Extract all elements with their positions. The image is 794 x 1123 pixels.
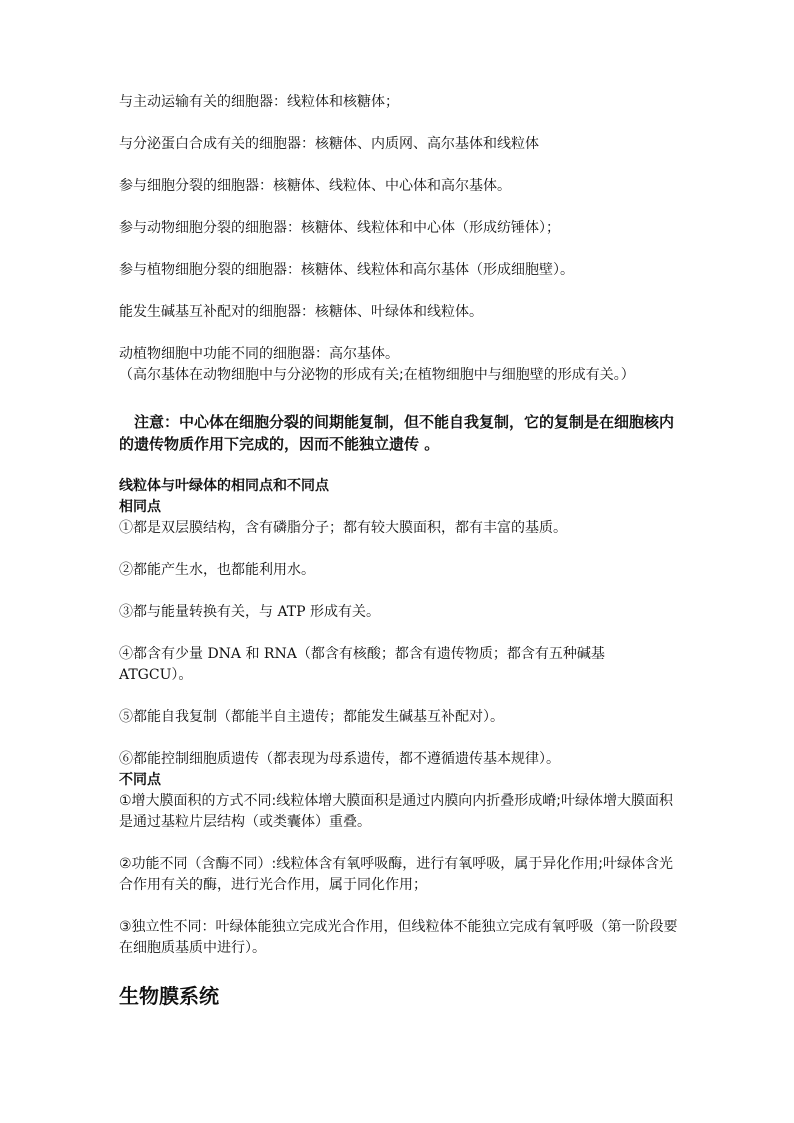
centriole-note: 注意：中心体在细胞分裂的间期能复制，但不能自我复制，它的复制是在细胞核内的遗传物质作用下完成的，因而不能独立遗传 。 <box>119 413 675 453</box>
document-page <box>119 92 679 1010</box>
same-point: ③都与能量转换有关，与 ATP 形成有关。 <box>119 604 381 620</box>
same-point: ⑥都能控制细胞质遗传（都表现为母系遗传，都不遵循遗传基本规律）。 <box>119 751 560 767</box>
section-heading: 生物膜系统 <box>119 984 219 1008</box>
compare-title: 线粒体与叶绿体的相同点和不同点 <box>119 478 329 494</box>
golgi-note: （高尔基体在动物细胞中与分泌物的形成有关;在植物细胞中与细胞壁的形成有关。） <box>119 367 635 383</box>
diff-point: ②功能不同（含酶不同）:线粒体含有氧呼吸酶，进行有氧呼吸，属于异化作用;叶绿体含光合作用有关的酶，进行光合作用，属于同化作用； <box>119 856 673 893</box>
organelle-line: 动植物细胞中功能不同的细胞器：高尔基体。 <box>119 346 399 362</box>
organelle-line: 参与细胞分裂的细胞器：核糖体、线粒体、中心体和高尔基体。 <box>119 178 511 194</box>
organelle-line: 与主动运输有关的细胞器：线粒体和核糖体； <box>119 94 399 110</box>
same-point: ④都含有少量 DNA 和 RNA（都含有核酸；都含有遗传物质；都含有五种碱基 ATGCU）。 <box>119 646 605 683</box>
organelle-line: 能发生碱基互补配对的细胞器：核糖体、叶绿体和线粒体。 <box>119 304 483 320</box>
diff-point: ①增大膜面积的方式不同:线粒体增大膜面积是通过内膜向内折叠形成嵴;叶绿体增大膜面积是通过基粒片层结构（或类囊体）重叠。 <box>119 793 673 830</box>
same-title: 相同点 <box>119 499 161 515</box>
same-point: ①都是双层膜结构，含有磷脂分子；都有较大膜面积，都有丰富的基质。 <box>119 520 567 536</box>
diff-title: 不同点 <box>119 772 161 788</box>
organelle-line: 参与植物细胞分裂的细胞器：核糖体、线粒体和高尔基体（形成细胞壁）。 <box>119 262 574 278</box>
same-point: ⑤都能自我复制（都能半自主遗传；都能发生碱基互补配对）。 <box>119 709 504 725</box>
same-point: ②都能产生水，也都能利用水。 <box>119 562 315 578</box>
organelle-line: 与分泌蛋白合成有关的细胞器：核糖体、内质网、高尔基体和线粒体 <box>119 136 539 152</box>
organelle-line: 参与动物细胞分裂的细胞器：核糖体、线粒体和中心体（形成纺锤体）； <box>119 220 560 236</box>
diff-point: ③独立性不同：叶绿体能独立完成光合作用，但线粒体不能独立完成有氧呼吸（第一阶段要在细胞质基质中进行）。 <box>119 919 678 956</box>
